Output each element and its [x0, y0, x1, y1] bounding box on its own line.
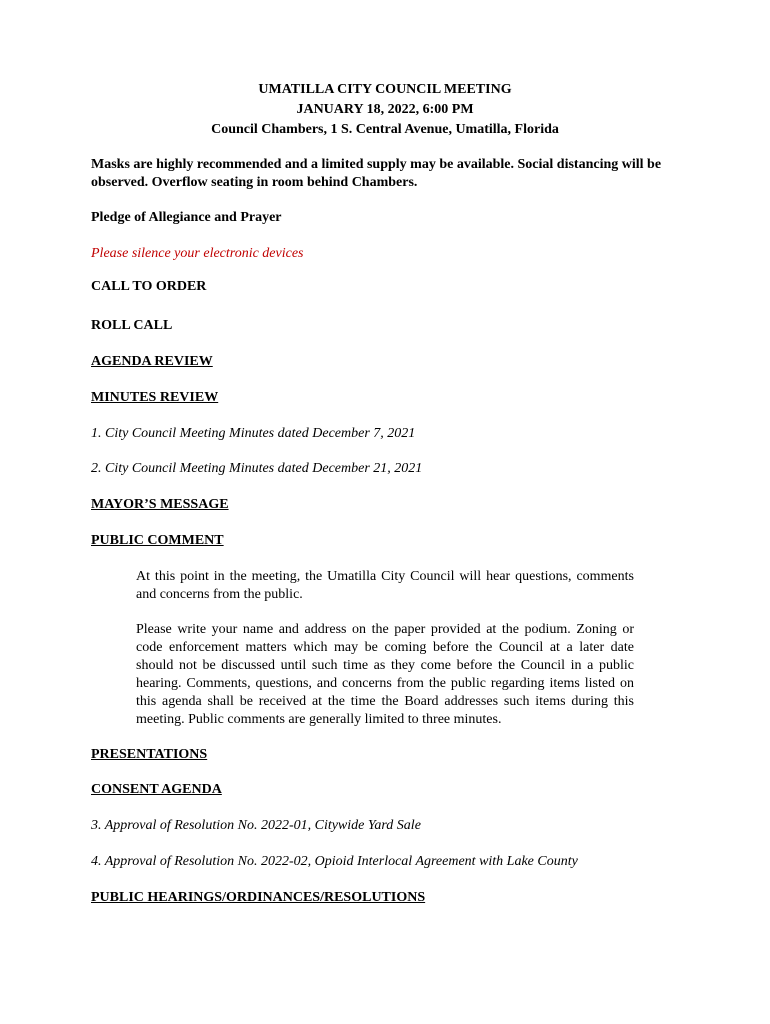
minutes-item: 1. City Council Meeting Minutes dated December 7, 2021 [91, 426, 416, 441]
roll-call-heading: ROLL CALL [91, 318, 173, 333]
consent-agenda-heading: CONSENT AGENDA [91, 782, 222, 797]
silence-devices-note: Please silence your electronic devices [91, 246, 304, 261]
document-header [0, 80, 770, 140]
public-comment-paragraph-2: Please write your name and address on the paper provided at the podium. Zoning or code enforcement matters which may be coming before the Council at a later date should not be discussed until such time as they come before the Council in a public hearing. Comments, questions, and concerns from the public regarding items listed on this agenda shall be received at the time the Board addresses such items during this meeting. Public comments are generally limited to three minutes. [136, 622, 634, 727]
meeting-location: Council Chambers, 1 S. Central Avenue, Umatilla, Florida [211, 122, 559, 137]
minutes-item: 2. City Council Meeting Minutes dated December 21, 2021 [91, 461, 423, 476]
consent-item: 4. Approval of Resolution No. 2022-02, Opioid Interlocal Agreement with Lake County [91, 854, 578, 869]
public-hearings-heading: PUBLIC HEARINGS/ORDINANCES/RESOLUTIONS [91, 890, 426, 905]
mask-notice: Masks are highly recommended and a limited supply may be available. Social distancing will be observed. Overflow seating in room behind Chambers. [91, 157, 662, 190]
meeting-date: JANUARY 18, 2022, 6:00 PM [296, 102, 474, 117]
agenda-review-heading: AGENDA REVIEW [91, 354, 213, 369]
consent-item: 3. Approval of Resolution No. 2022-01, Citywide Yard Sale [91, 818, 421, 833]
call-to-order-heading: CALL TO ORDER [91, 279, 207, 294]
pledge-heading: Pledge of Allegiance and Prayer [91, 210, 282, 225]
public-comment-paragraph-1: At this point in the meeting, the Umatilla City Council will hear questions, comments and concerns from the public. [136, 569, 634, 602]
minutes-review-heading: MINUTES REVIEW [91, 390, 219, 405]
public-comment-heading: PUBLIC COMMENT [91, 533, 224, 548]
meeting-title: UMATILLA CITY COUNCIL MEETING [258, 82, 512, 97]
presentations-heading: PRESENTATIONS [91, 747, 208, 762]
mayors-message-heading: MAYOR’S MESSAGE [91, 497, 229, 512]
